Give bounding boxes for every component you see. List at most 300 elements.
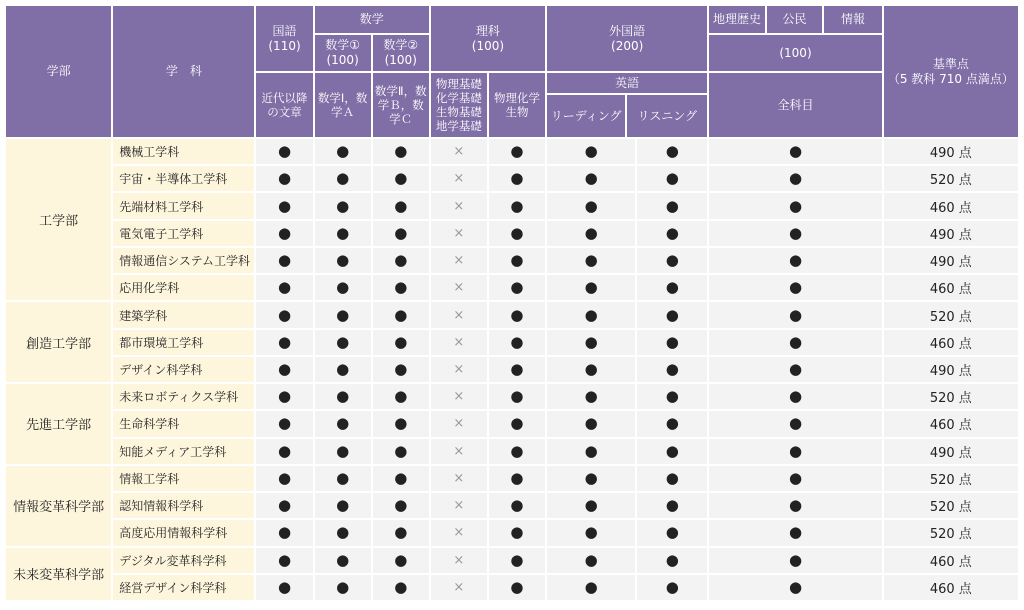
required-mark: ● [394, 577, 408, 596]
math2-mark-cell [373, 330, 429, 355]
rika-adv-mark-cell [489, 193, 545, 218]
required-mark: ● [394, 278, 408, 297]
required-mark: ● [584, 305, 598, 324]
rika-basic-mark-cell [431, 439, 487, 464]
table-row [6, 384, 1018, 409]
table-row [6, 493, 1018, 518]
listening-mark-cell [637, 439, 707, 464]
header-faculty: 学部 [6, 6, 111, 137]
required-mark: ● [788, 196, 803, 215]
kokugo-mark-cell [256, 493, 312, 518]
department-cell: デジタル変革科学科 [113, 548, 254, 573]
faculty-cell: 未来変革科学部 [6, 548, 111, 600]
math2-mark-cell [373, 411, 429, 436]
required-mark: ● [788, 251, 803, 270]
required-mark: ● [665, 223, 679, 242]
department-cell: 都市環境工学科 [113, 330, 254, 355]
required-mark: ● [665, 278, 679, 297]
required-mark: ● [665, 441, 679, 460]
required-mark: ● [394, 332, 408, 351]
required-mark: ● [277, 169, 292, 188]
threshold-score-cell: 520 点 [884, 466, 1018, 491]
rika-basic-mark-cell [431, 193, 487, 218]
rika-adv-mark-cell [489, 139, 545, 164]
threshold-score-cell: 490 点 [884, 439, 1018, 464]
required-mark: ● [788, 223, 803, 242]
kokugo-mark-cell [256, 275, 312, 300]
reading-mark-cell [547, 575, 635, 600]
reading-mark-cell [547, 166, 635, 191]
required-mark: ● [665, 305, 679, 324]
required-mark: ● [665, 251, 679, 270]
required-mark: ● [336, 441, 350, 460]
rika-basic-mark-cell [431, 384, 487, 409]
math1-mark-cell [315, 411, 371, 436]
math2-mark-cell [373, 520, 429, 545]
table-row [6, 302, 1018, 327]
listening-mark-cell [637, 575, 707, 600]
reading-mark-cell [547, 493, 635, 518]
listening-mark-cell [637, 466, 707, 491]
required-mark: ● [510, 496, 524, 515]
required-mark: ● [584, 496, 598, 515]
reading-mark-cell [547, 330, 635, 355]
math1-mark-cell [315, 548, 371, 573]
rika-adv-mark-cell [489, 548, 545, 573]
required-mark: ● [394, 550, 408, 569]
required-mark: ● [788, 523, 803, 542]
math1-mark-cell [315, 357, 371, 382]
rika-points: (100) [471, 38, 505, 53]
required-mark: ● [788, 387, 803, 406]
required-mark: ● [336, 278, 350, 297]
required-mark: ● [665, 577, 679, 596]
required-mark: ● [788, 278, 803, 297]
math1-mark-cell [315, 302, 371, 327]
department-cell: デザイン科学科 [113, 357, 254, 382]
required-mark: ● [336, 305, 350, 324]
listening-mark-cell [637, 139, 707, 164]
listening-mark-cell [637, 411, 707, 436]
header-rika-basic: 物理基礎化学基礎生物基礎地学基礎 [431, 73, 487, 137]
required-mark: ● [510, 468, 524, 487]
kokugo-mark-cell [256, 548, 312, 573]
required-mark: ● [510, 387, 524, 406]
all-subjects-mark-cell [709, 330, 881, 355]
not-required-mark: × [453, 552, 465, 568]
listening-mark-cell [637, 330, 707, 355]
threshold-score-cell: 490 点 [884, 248, 1018, 273]
listening-mark-cell [637, 248, 707, 273]
threshold-score-cell: 520 点 [884, 166, 1018, 191]
rika-adv-mark-cell [489, 466, 545, 491]
rika-basic-mark-cell [431, 166, 487, 191]
required-mark: ● [277, 550, 292, 569]
table-row [6, 139, 1018, 164]
reading-mark-cell [547, 302, 635, 327]
required-mark: ● [584, 196, 598, 215]
header-geo-hist: 地理歴史 [709, 6, 766, 33]
all-subjects-mark-cell [709, 221, 881, 246]
kokugo-mark-cell [256, 411, 312, 436]
required-mark: ● [277, 196, 292, 215]
rika-adv-mark-cell [489, 330, 545, 355]
table-row [6, 439, 1018, 464]
header-math: 数学 [315, 6, 429, 33]
math2-mark-cell [373, 275, 429, 300]
required-mark: ● [665, 523, 679, 542]
required-mark: ● [394, 169, 408, 188]
listening-mark-cell [637, 384, 707, 409]
required-mark: ● [510, 414, 524, 433]
reading-mark-cell [547, 357, 635, 382]
required-mark: ● [510, 305, 524, 324]
faculty-cell: 創造工学部 [6, 302, 111, 382]
header-department: 学 科 [113, 6, 254, 137]
reading-mark-cell [547, 439, 635, 464]
department-cell: 応用化学科 [113, 275, 254, 300]
header-math1-sub: 数学Ⅰ，数学Ａ [315, 73, 371, 137]
reading-mark-cell [547, 193, 635, 218]
table-row [6, 357, 1018, 382]
all-subjects-mark-cell [709, 439, 881, 464]
department-cell: 建築学科 [113, 302, 254, 327]
math1-mark-cell [315, 275, 371, 300]
faculty-cell: 情報変革科学部 [6, 466, 111, 546]
not-required-mark: × [453, 144, 465, 160]
math2-mark-cell [373, 575, 429, 600]
header-all-subjects: 全科目 [709, 73, 881, 137]
required-mark: ● [277, 142, 292, 161]
rika-basic-mark-cell [431, 248, 487, 273]
math1-label: 数学① [325, 38, 361, 52]
math2-mark-cell [373, 193, 429, 218]
not-required-mark: × [453, 361, 465, 377]
required-mark: ● [788, 577, 803, 596]
required-mark: ● [788, 332, 803, 351]
department-cell: 知能メディア工学科 [113, 439, 254, 464]
table-row [6, 520, 1018, 545]
math2-mark-cell [373, 248, 429, 273]
required-mark: ● [394, 196, 408, 215]
not-required-mark: × [453, 389, 465, 405]
required-mark: ● [584, 550, 598, 569]
math2-mark-cell [373, 302, 429, 327]
rika-adv-mark-cell [489, 411, 545, 436]
required-mark: ● [336, 550, 350, 569]
required-mark: ● [394, 223, 408, 242]
required-mark: ● [336, 523, 350, 542]
math1-mark-cell [315, 493, 371, 518]
threshold-score-cell: 460 点 [884, 275, 1018, 300]
listening-mark-cell [637, 520, 707, 545]
table-row [6, 330, 1018, 355]
required-mark: ● [394, 359, 408, 378]
required-mark: ● [788, 496, 803, 515]
table-row [6, 248, 1018, 273]
math2-mark-cell [373, 166, 429, 191]
listening-mark-cell [637, 302, 707, 327]
rika-adv-mark-cell [489, 384, 545, 409]
required-mark: ● [336, 414, 350, 433]
math1-points: (100) [326, 53, 359, 67]
department-cell: 未来ロボティクス学科 [113, 384, 254, 409]
required-mark: ● [510, 441, 524, 460]
kokugo-mark-cell [256, 221, 312, 246]
threshold-score-cell: 520 点 [884, 493, 1018, 518]
kokugo-mark-cell [256, 139, 312, 164]
listening-mark-cell [637, 548, 707, 573]
required-mark: ● [394, 305, 408, 324]
listening-mark-cell [637, 493, 707, 518]
header-math1 [315, 35, 371, 71]
department-cell: 情報通信システム工学科 [113, 248, 254, 273]
not-required-mark: × [453, 198, 465, 214]
all-subjects-mark-cell [709, 520, 881, 545]
required-mark: ● [665, 550, 679, 569]
not-required-mark: × [453, 525, 465, 541]
required-mark: ● [665, 332, 679, 351]
header-civics: 公民 [767, 6, 824, 33]
required-mark: ● [336, 359, 350, 378]
all-subjects-mark-cell [709, 193, 881, 218]
required-mark: ● [665, 169, 679, 188]
all-subjects-mark-cell [709, 302, 881, 327]
reading-mark-cell [547, 248, 635, 273]
rika-basic-mark-cell [431, 520, 487, 545]
math2-mark-cell [373, 493, 429, 518]
required-mark: ● [788, 468, 803, 487]
required-mark: ● [277, 251, 292, 270]
header-threshold [884, 6, 1018, 137]
required-mark: ● [788, 359, 803, 378]
department-cell: 先端材料工学科 [113, 193, 254, 218]
required-mark: ● [510, 278, 524, 297]
required-mark: ● [510, 142, 524, 161]
required-mark: ● [394, 142, 408, 161]
threshold-sub: （5 教科 710 点満点） [887, 71, 1014, 86]
kokugo-label: 国語 [272, 23, 297, 38]
required-mark: ● [665, 196, 679, 215]
rika-basic-mark-cell [431, 493, 487, 518]
required-mark: ● [277, 577, 292, 596]
required-mark: ● [336, 496, 350, 515]
rika-basic-mark-cell [431, 139, 487, 164]
required-mark: ● [277, 496, 292, 515]
math2-mark-cell [373, 548, 429, 573]
kokugo-points: (110) [268, 38, 301, 53]
all-subjects-mark-cell [709, 493, 881, 518]
rika-adv-mark-cell [489, 520, 545, 545]
department-cell: 情報工学科 [113, 466, 254, 491]
rika-basic-mark-cell [431, 411, 487, 436]
all-subjects-mark-cell [709, 548, 881, 573]
rika-adv-mark-cell [489, 493, 545, 518]
table-row [6, 193, 1018, 218]
required-mark: ● [584, 468, 598, 487]
table-body [6, 139, 1018, 600]
rika-adv-mark-cell [489, 248, 545, 273]
rika-basic-mark-cell [431, 548, 487, 573]
math1-mark-cell [315, 330, 371, 355]
table-row [6, 166, 1018, 191]
required-mark: ● [394, 387, 408, 406]
rika-basic-mark-cell [431, 330, 487, 355]
listening-mark-cell [637, 221, 707, 246]
required-mark: ● [584, 278, 598, 297]
rika-adv-mark-cell [489, 302, 545, 327]
required-mark: ● [665, 496, 679, 515]
required-mark: ● [277, 387, 292, 406]
rika-basic-mark-cell [431, 275, 487, 300]
reading-mark-cell [547, 275, 635, 300]
math2-mark-cell [373, 357, 429, 382]
required-mark: ● [510, 577, 524, 596]
not-required-mark: × [453, 280, 465, 296]
required-mark: ● [510, 251, 524, 270]
required-mark: ● [510, 550, 524, 569]
department-cell: 生命科学科 [113, 411, 254, 436]
required-mark: ● [336, 223, 350, 242]
rika-adv-mark-cell [489, 357, 545, 382]
department-cell: 機械工学科 [113, 139, 254, 164]
required-mark: ● [788, 169, 803, 188]
reading-mark-cell [547, 548, 635, 573]
header-info: 情報 [824, 6, 881, 33]
required-mark: ● [665, 142, 679, 161]
reading-mark-cell [547, 384, 635, 409]
required-mark: ● [336, 577, 350, 596]
math1-mark-cell [315, 384, 371, 409]
rika-adv-mark-cell [489, 575, 545, 600]
required-mark: ● [510, 169, 524, 188]
listening-mark-cell [637, 275, 707, 300]
foreign-label: 外国語 [609, 23, 646, 38]
threshold-score-cell: 460 点 [884, 193, 1018, 218]
not-required-mark: × [453, 498, 465, 514]
math1-mark-cell [315, 193, 371, 218]
threshold-score-cell: 460 点 [884, 411, 1018, 436]
kokugo-mark-cell [256, 357, 312, 382]
rika-basic-mark-cell [431, 575, 487, 600]
math2-points: (100) [384, 53, 417, 67]
required-mark: ● [584, 223, 598, 242]
math1-mark-cell [315, 139, 371, 164]
threshold-score-cell: 460 点 [884, 575, 1018, 600]
reading-mark-cell [547, 411, 635, 436]
header-kokugo-sub: 近代以降の文章 [256, 73, 312, 137]
rika-label: 理科 [475, 23, 500, 38]
math2-mark-cell [373, 384, 429, 409]
header-english: 英語 [547, 73, 707, 95]
math2-mark-cell [373, 439, 429, 464]
required-mark: ● [277, 414, 292, 433]
math1-mark-cell [315, 166, 371, 191]
threshold-score-cell: 520 点 [884, 302, 1018, 327]
rika-basic-mark-cell [431, 302, 487, 327]
required-mark: ● [665, 468, 679, 487]
required-mark: ● [510, 359, 524, 378]
required-mark: ● [584, 169, 598, 188]
required-mark: ● [277, 441, 292, 460]
required-mark: ● [665, 414, 679, 433]
required-mark: ● [584, 441, 598, 460]
kokugo-mark-cell [256, 384, 312, 409]
department-cell: 認知情報科学科 [113, 493, 254, 518]
kokugo-mark-cell [256, 575, 312, 600]
required-mark: ● [336, 468, 350, 487]
all-subjects-mark-cell [709, 411, 881, 436]
kokugo-mark-cell [256, 520, 312, 545]
required-mark: ● [277, 223, 292, 242]
required-mark: ● [584, 387, 598, 406]
required-mark: ● [394, 523, 408, 542]
threshold-score-cell: 490 点 [884, 357, 1018, 382]
not-required-mark: × [453, 253, 465, 269]
threshold-score-cell: 460 点 [884, 548, 1018, 573]
department-cell: 宇宙・半導体工学科 [113, 166, 254, 191]
required-mark: ● [277, 468, 292, 487]
math1-mark-cell [315, 520, 371, 545]
table-row [6, 548, 1018, 573]
threshold-score-cell: 520 点 [884, 520, 1018, 545]
required-mark: ● [584, 359, 598, 378]
required-mark: ● [336, 387, 350, 406]
math2-mark-cell [373, 221, 429, 246]
required-mark: ● [394, 251, 408, 270]
required-mark: ● [394, 468, 408, 487]
required-mark: ● [788, 142, 803, 161]
required-mark: ● [788, 305, 803, 324]
header-math2-sub: 数学Ⅱ，数学Ｂ，数学Ｃ [373, 73, 429, 137]
math1-mark-cell [315, 221, 371, 246]
required-mark: ● [510, 332, 524, 351]
required-mark: ● [510, 196, 524, 215]
required-mark: ● [336, 332, 350, 351]
required-mark: ● [788, 550, 803, 569]
math1-mark-cell [315, 248, 371, 273]
header-rika-adv: 物理化学生物 [489, 73, 545, 137]
header-rika [431, 6, 545, 71]
threshold-score-cell: 520 点 [884, 384, 1018, 409]
all-subjects-mark-cell [709, 466, 881, 491]
required-mark: ● [277, 523, 292, 542]
table-row [6, 275, 1018, 300]
required-mark: ● [788, 414, 803, 433]
math2-label: 数学② [383, 38, 419, 52]
required-mark: ● [336, 142, 350, 161]
required-mark: ● [394, 414, 408, 433]
header-math2 [373, 35, 429, 71]
required-mark: ● [336, 251, 350, 270]
kokugo-mark-cell [256, 166, 312, 191]
required-mark: ● [584, 332, 598, 351]
header-english-block [547, 73, 707, 137]
threshold-label: 基準点 [932, 56, 969, 71]
threshold-score-cell: 460 点 [884, 330, 1018, 355]
threshold-score-cell: 490 点 [884, 221, 1018, 246]
math1-mark-cell [315, 575, 371, 600]
foreign-points: (200) [611, 38, 644, 53]
not-required-mark: × [453, 334, 465, 350]
header-listening: リスニング [627, 95, 707, 137]
required-mark: ● [277, 278, 292, 297]
threshold-score-cell: 490 点 [884, 139, 1018, 164]
kokugo-mark-cell [256, 330, 312, 355]
all-subjects-mark-cell [709, 166, 881, 191]
header-foreign [547, 6, 707, 71]
required-mark: ● [336, 169, 350, 188]
